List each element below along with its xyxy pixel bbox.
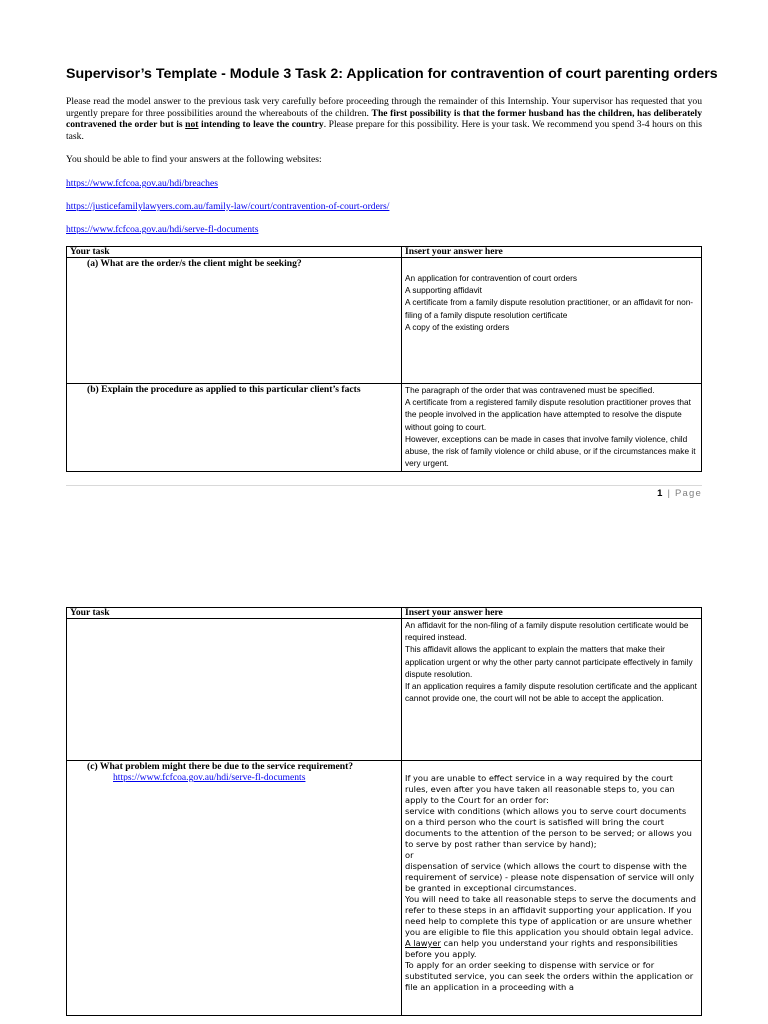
answer-a-line: A supporting affidavit bbox=[405, 285, 482, 296]
task-table-page2 bbox=[66, 607, 702, 1016]
col-header-task: Your task bbox=[67, 608, 402, 619]
answer-a-line: An application for contravention of court orders bbox=[405, 273, 578, 283]
answer-b-line: The paragraph of the order that was contravened must be specified. bbox=[405, 385, 655, 395]
link-justice-family-lawyers[interactable]: https://justicefamilylawyers.com.au/family-law/court/contravention-of-court-orders/ bbox=[66, 201, 390, 212]
answer-c-text-2: can help you understand your rights and responsibilities before you apply. bbox=[405, 938, 678, 959]
answer-c-line: or bbox=[405, 850, 414, 860]
answer-c-line: To apply for an order seeking to dispense with service or for substituted service, you can seek the orders within the application or file an application in a proceeding with a bbox=[405, 960, 694, 992]
answer-c-text: You will need to take all reasonable steps to serve the documents and refer to these steps in an affidavit supporting your application. If you need help to complete this type of application or are unsure whether you are eligible to file this application you should obtain legal advice. bbox=[405, 894, 697, 937]
page-title: Supervisor’s Template - Module 3 Task 2: Application for contravention of court parenting orders bbox=[66, 66, 718, 82]
answer-b-line: However, exceptions can be made in cases that involve family violence, child abuse, the risk of family violence or child abuse, or if the circumstances make it very urgent. bbox=[405, 433, 696, 469]
question-b-continued bbox=[67, 619, 402, 761]
websites-intro: You should be able to find your answers at the following websites: bbox=[66, 154, 322, 165]
answer-c-line: dispensation of service (which allows the court to dispense with the requirement of service) - please note dispensation of service will only be granted in exceptional circumstances. bbox=[405, 861, 695, 893]
intro-text-2: . Please prepare for this possibility. Here is your task. We recommend you spend 3-4 hours on this task. bbox=[66, 119, 703, 142]
page-number bbox=[657, 488, 702, 499]
page-number-value: 1 bbox=[657, 488, 664, 499]
intro-bold-underline: not bbox=[185, 119, 199, 131]
a-lawyer-link[interactable]: A lawyer bbox=[405, 938, 441, 948]
question-a: (a) What are the order/s the client might be seeking? bbox=[67, 258, 402, 384]
answer-b-continued-cell[interactable] bbox=[402, 619, 702, 761]
col-header-answer: Insert your answer here bbox=[402, 247, 702, 258]
task-table-page1 bbox=[66, 246, 702, 472]
col-header-task: Your task bbox=[67, 247, 402, 258]
question-c-text: (c) What problem might there be due to the service requirement? bbox=[87, 761, 354, 772]
question-b: (b) Explain the procedure as applied to this particular client’s facts bbox=[67, 384, 402, 472]
question-c bbox=[67, 761, 402, 1016]
answer-c-line: If you are unable to effect service in a way required by the court rules, even after you have taken all reasonable steps to, you can apply to the Court for an order for: bbox=[405, 773, 675, 805]
answer-b-cell[interactable] bbox=[402, 384, 702, 472]
answer-c-paragraph bbox=[405, 894, 698, 960]
question-c-link[interactable]: https://www.fcfcoa.gov.au/hdi/serve-fl-documents bbox=[113, 772, 306, 783]
answer-b-line: A certificate from a registered family dispute resolution practitioner proves that the people involved in the application have attempted to resolve the dispute without going to court. bbox=[405, 397, 691, 432]
answer-a-line: A certificate from a family dispute resolution practitioner, or an affidavit for non-filing of a family dispute resolution certificate bbox=[405, 297, 694, 320]
link-breaches[interactable]: https://www.fcfcoa.gov.au/hdi/breaches bbox=[66, 178, 218, 189]
intro-bold-1: The first possibility is that the former husband has the children, has deliberately contravened the order but is bbox=[66, 107, 702, 131]
page-footer-divider bbox=[66, 485, 702, 486]
answer-c-line: service with conditions (which allows you to serve court documents on a third person who the court is satisfied will bring the court documents to the attention of the person to be served; or allows you to serve by post rather than service by hand); bbox=[405, 806, 692, 849]
intro-bold-2: intending to leave the country bbox=[198, 119, 324, 131]
answer-b-cont-line: This affidavit allows the applicant to explain the matters that make their application urgent or why the other party cannot participate effectively in family dispute resolution. bbox=[405, 644, 693, 679]
intro-text-1: Please read the model answer to the previous task very carefully before proceeding through the remainder of this Internship. Your supervisor has requested that you urgently prepare for three possibilities around the whereabouts of the children. bbox=[66, 96, 702, 119]
answer-b-cont-line: An affidavit for the non-filing of a family dispute resolution certificate would be required instead. bbox=[405, 620, 689, 643]
col-header-answer: Insert your answer here bbox=[402, 608, 702, 619]
answer-a-cell[interactable] bbox=[402, 258, 702, 384]
answer-c-cell[interactable] bbox=[402, 761, 702, 1016]
answer-a-line: A copy of the existing orders bbox=[405, 321, 510, 332]
answer-b-cont-line: If an application requires a family dispute resolution certificate and the applicant cannot provide one, the court will not be able to accept the application. bbox=[405, 681, 697, 704]
page-label: | Page bbox=[667, 488, 702, 499]
link-serve-fl-documents[interactable]: https://www.fcfcoa.gov.au/hdi/serve-fl-documents bbox=[66, 224, 259, 235]
intro-paragraph bbox=[66, 96, 702, 142]
